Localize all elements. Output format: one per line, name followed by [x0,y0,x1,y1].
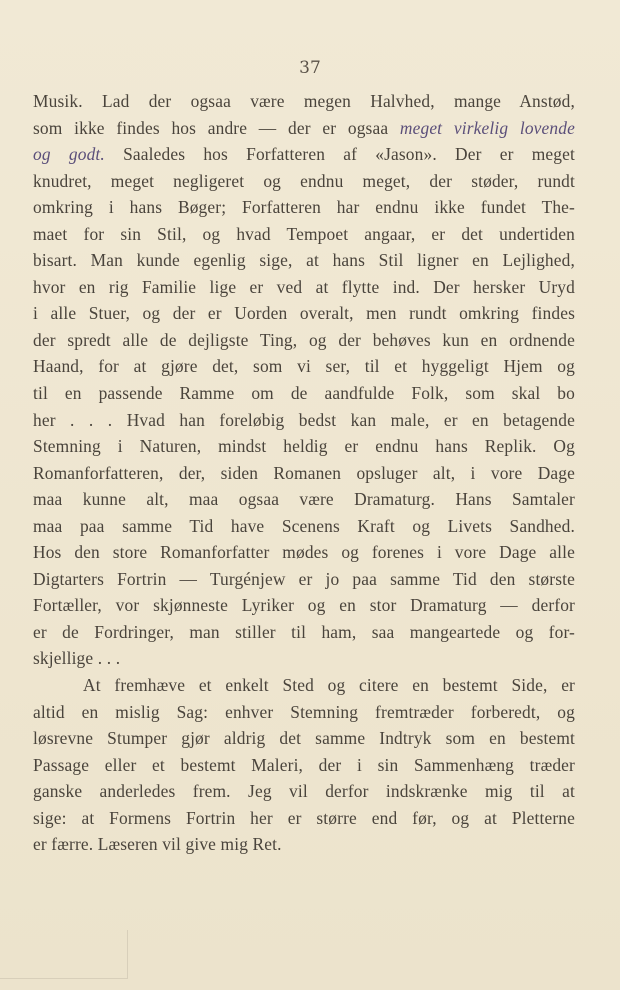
text-line [33,699,575,726]
text-line [33,115,575,142]
line-text: ganske anderledes frem. Jeg vil derfor indskrænke mig til at [33,781,575,802]
line-text: Haand, for at gjøre det, som vi ser, til et hyggeligt Hjem og [33,356,575,377]
text-line [33,300,575,327]
text-line [33,592,575,619]
text-line [33,513,575,540]
text-line [33,380,575,407]
text-line [33,460,575,487]
page-number: 37 [299,58,321,78]
text-line [33,407,575,434]
line-text: til en passende Ramme om de aandfulde Folk, som skal bo [33,383,575,404]
line-text: Digtarters Fortrin — Turgénjew er jo paa samme Tid den største [33,568,575,589]
line-text: At fremhæve et enkelt Sted og citere en bestemt Side, er [83,675,575,696]
text-line [33,141,575,168]
text-line [33,221,575,248]
text-line [33,274,575,301]
text-line [33,88,575,115]
text-line [33,433,575,460]
line-text: Fortæller, vor skjønneste Lyriker og en stor Dramaturg — derfor [33,595,575,616]
line-text: Hos den store Romanforfatter mødes og forenes i vore Dage alle [33,542,575,563]
text-line [33,752,575,779]
italic-phrase: og godt. [33,144,105,165]
line-text: altid en mislig Sag: enhver Stemning fremtræder forberedt, og [33,701,575,722]
line-text: Musik. Lad der ogsaa være megen Halvhed, mange Anstød, [33,91,575,111]
line-text: bisart. Man kunde egenlig sige, at hans Stil ligner en Lejlighed, [33,250,575,271]
text-line [33,645,575,672]
text-line [33,247,575,274]
text-line [33,672,575,699]
line-text: omkring i hans Bøger; Forfatteren har endnu ikke fundet The- [33,197,575,218]
line-text: Saaledes hos Forfatteren af «Jason». Der er meget [104,144,575,165]
text-line [33,619,575,646]
line-text: i alle Stuer, og der er Uorden overalt, men rundt omkring findes [33,303,575,324]
line-text: maa kunne alt, maa ogsaa være Dramaturg. Hans Samtaler [33,489,575,510]
line-text: er færre. Læseren vil give mig Ret. [33,834,282,855]
text-line [33,831,575,858]
text-line [33,353,575,380]
line-text: er de Fordringer, man stiller til ham, saa mangeartede og for- [33,621,575,642]
text-line [33,778,575,805]
body-text [33,88,575,858]
line-text: Passage eller et bestemt Maleri, der i sin Sammenhæng træder [33,754,575,775]
line-text: løsrevne Stumper gjør aldrig det samme Indtryk som en bestemt [33,728,575,749]
text-line [33,566,575,593]
line-text: som ikke findes hos andre — der er ogsaa [33,117,400,138]
text-line [33,194,575,221]
line-text: sige: at Formens Fortrin her er større end før, og at Pletterne [33,807,575,828]
text-line [33,725,575,752]
line-text: der spredt alle de dejligste Ting, og der behøves kun en ordnende [33,329,575,350]
line-text: maet for sin Stil, og hvad Tempoet angaar, er det undertiden [33,223,575,244]
line-text: skjellige . . . [33,648,121,669]
line-text: maa paa samme Tid have Scenens Kraft og Livets Sandhed. [33,515,575,536]
line-text: her . . . Hvad han foreløbig bedst kan male, er en betagende [33,409,575,430]
text-line [33,805,575,832]
line-text: hvor en rig Familie lige er ved at flytte ind. Der hersker Uryd [33,276,575,297]
italic-phrase: meget virkelig lovende [399,117,575,138]
text-line [33,486,575,513]
text-line [33,168,575,195]
corner-mark [0,930,128,979]
text-line [33,539,575,566]
text-line [33,327,575,354]
line-text: knudret, meget negligeret og endnu meget, der støder, rundt [33,170,575,191]
line-text: Romanforfatteren, der, siden Romanen opsluger alt, i vore Dage [33,462,575,483]
line-text: Stemning i Naturen, mindst heldig er endnu hans Replik. Og [33,436,575,457]
